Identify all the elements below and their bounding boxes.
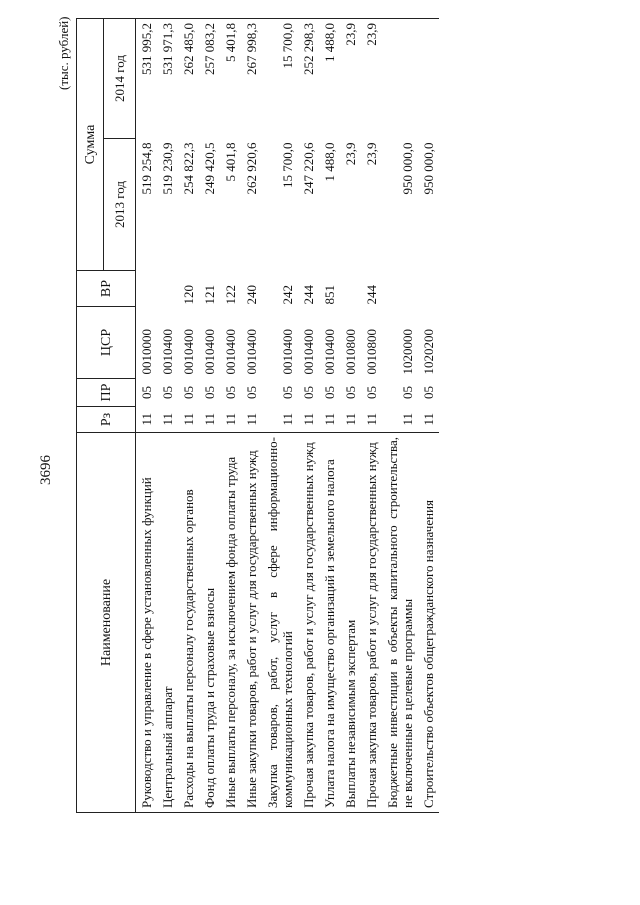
row-pr: 05 (421, 386, 436, 399)
row-csr: 0010000 (139, 329, 154, 375)
row-value-2013: 1 488,0 (322, 142, 337, 182)
row-value-2013: 519 254,8 (139, 142, 154, 195)
header-year-2013: 2013 год (104, 139, 136, 271)
units-label: (тыс. рублей) (56, 16, 71, 90)
row-value-2014: 15 700,0 (262, 19, 298, 139)
row-vr: 122 (223, 285, 238, 305)
row-rz: 11 (160, 412, 175, 426)
row-rz: 11 (343, 412, 358, 426)
row-value-2013: 23,9 (364, 142, 379, 166)
row-value-2013: 950 000,0 (421, 142, 436, 195)
row-pr: 05 (160, 386, 175, 399)
row-vr: 244 (301, 285, 316, 305)
table-row (157, 19, 178, 813)
table-row (241, 19, 262, 813)
row-value-2014: 1 488,0 (319, 19, 340, 139)
row-rz: 11 (244, 412, 259, 426)
row-value-2013: 249 420,5 (202, 142, 217, 195)
table-row (340, 19, 361, 813)
row-csr: 0010800 (343, 329, 358, 375)
row-vr (340, 271, 361, 307)
table-row (136, 19, 158, 813)
row-value-2013: 519 230,9 (160, 142, 175, 195)
row-csr: 0010400 (181, 329, 196, 375)
row-vr (157, 271, 178, 307)
row-pr: 05 (343, 386, 358, 399)
row-value-2014: 257 083,2 (199, 19, 220, 139)
table-row (298, 19, 319, 813)
row-rz: 11 (400, 412, 415, 426)
row-vr: 851 (322, 285, 337, 305)
row-rz: 11 (421, 412, 436, 426)
header-sum: Сумма (77, 19, 104, 271)
row-csr: 0010400 (223, 329, 238, 375)
table-body (136, 19, 440, 813)
header-rz: Рз (77, 407, 136, 433)
row-pr: 05 (244, 386, 259, 399)
row-rz: 11 (223, 412, 238, 426)
row-name: Закупка товаров, работ, услуг в сфере информационно-коммуникационных технологий (262, 433, 298, 813)
table-row (319, 19, 340, 813)
table-row (178, 19, 199, 813)
row-pr: 05 (301, 386, 316, 399)
row-pr: 05 (181, 386, 196, 399)
row-value-2014: 531 995,2 (136, 19, 158, 139)
row-rz: 11 (364, 412, 379, 426)
row-name: Иные выплаты персоналу, за исключением фонда оплаты труда (220, 433, 241, 813)
table-row (382, 19, 418, 813)
row-rz: 11 (301, 412, 316, 426)
row-csr: 0010400 (322, 329, 337, 375)
row-value-2013: 23,9 (343, 142, 358, 166)
row-value-2014: 531 971,3 (157, 19, 178, 139)
header-name: Наименование (77, 433, 136, 813)
row-name: Фонд оплаты труда и страховые взносы (199, 433, 220, 813)
row-pr: 05 (400, 386, 415, 399)
row-name: Бюджетные инвестиции в объекты капитального строительства, не включенные в целевые программы (382, 433, 418, 813)
row-value-2014: 252 298,3 (298, 19, 319, 139)
row-csr: 0010800 (364, 329, 379, 375)
header-pr: ПР (77, 379, 136, 407)
page-number: 3696 (38, 455, 54, 485)
row-value-2013: 950 000,0 (400, 142, 415, 195)
budget-table (76, 18, 439, 813)
row-value-2014: 23,9 (340, 19, 361, 139)
row-rz: 11 (139, 412, 154, 426)
row-vr: 121 (202, 285, 217, 305)
row-csr: 0010400 (301, 329, 316, 375)
header-year-2014: 2014 год (104, 19, 136, 139)
row-vr (418, 271, 439, 307)
row-value-2014 (418, 19, 439, 139)
row-pr: 05 (223, 386, 238, 399)
row-rz: 11 (202, 412, 217, 426)
table-header-row (77, 19, 104, 813)
row-name: Руководство и управление в сфере установленных функций (136, 433, 158, 813)
table-row (418, 19, 439, 813)
row-csr: 1020000 (400, 329, 415, 375)
row-value-2013: 15 700,0 (280, 142, 295, 188)
row-value-2013: 262 920,6 (244, 142, 259, 195)
row-vr: 120 (181, 285, 196, 305)
row-pr: 05 (322, 386, 337, 399)
row-rz: 11 (181, 412, 196, 426)
row-value-2013: 254 822,3 (181, 142, 196, 195)
row-name: Строительство объектов общегражданского назначения (418, 433, 439, 813)
row-name: Центральный аппарат (157, 433, 178, 813)
row-csr: 0010400 (202, 329, 217, 375)
row-vr: 240 (244, 285, 259, 305)
row-name: Выплаты независимым экспертам (340, 433, 361, 813)
row-vr: 244 (364, 285, 379, 305)
row-name: Иные закупки товаров, работ и услуг для государственных нужд (241, 433, 262, 813)
row-csr: 0010400 (160, 329, 175, 375)
row-vr: 242 (280, 285, 295, 305)
row-value-2013: 5 401,8 (223, 142, 238, 182)
row-csr: 1020200 (421, 329, 436, 375)
row-rz: 11 (280, 412, 295, 426)
row-value-2014: 23,9 (361, 19, 382, 139)
row-value-2014: 267 998,3 (241, 19, 262, 139)
row-csr: 0010400 (280, 329, 295, 375)
row-pr: 05 (364, 386, 379, 399)
row-value-2014: 262 485,0 (178, 19, 199, 139)
row-vr (136, 271, 158, 307)
row-name: Прочая закупка товаров, работ и услуг для государственных нужд (298, 433, 319, 813)
row-value-2014 (382, 19, 418, 139)
row-pr: 05 (139, 386, 154, 399)
row-rz: 11 (322, 412, 337, 426)
table-row (361, 19, 382, 813)
row-pr: 05 (202, 386, 217, 399)
header-vr: ВР (77, 271, 136, 307)
row-pr: 05 (280, 386, 295, 399)
header-csr: ЦСР (77, 307, 136, 379)
table-row (199, 19, 220, 813)
row-name: Расходы на выплаты персоналу государственных органов (178, 433, 199, 813)
row-value-2013: 247 220,6 (301, 142, 316, 195)
row-csr: 0010400 (244, 329, 259, 375)
row-name: Уплата налога на имущество организаций и земельного налога (319, 433, 340, 813)
table-row (262, 19, 298, 813)
row-name: Прочая закупка товаров, работ и услуг для государственных нужд (361, 433, 382, 813)
row-vr (382, 271, 418, 307)
table-row (220, 19, 241, 813)
row-value-2014: 5 401,8 (220, 19, 241, 139)
